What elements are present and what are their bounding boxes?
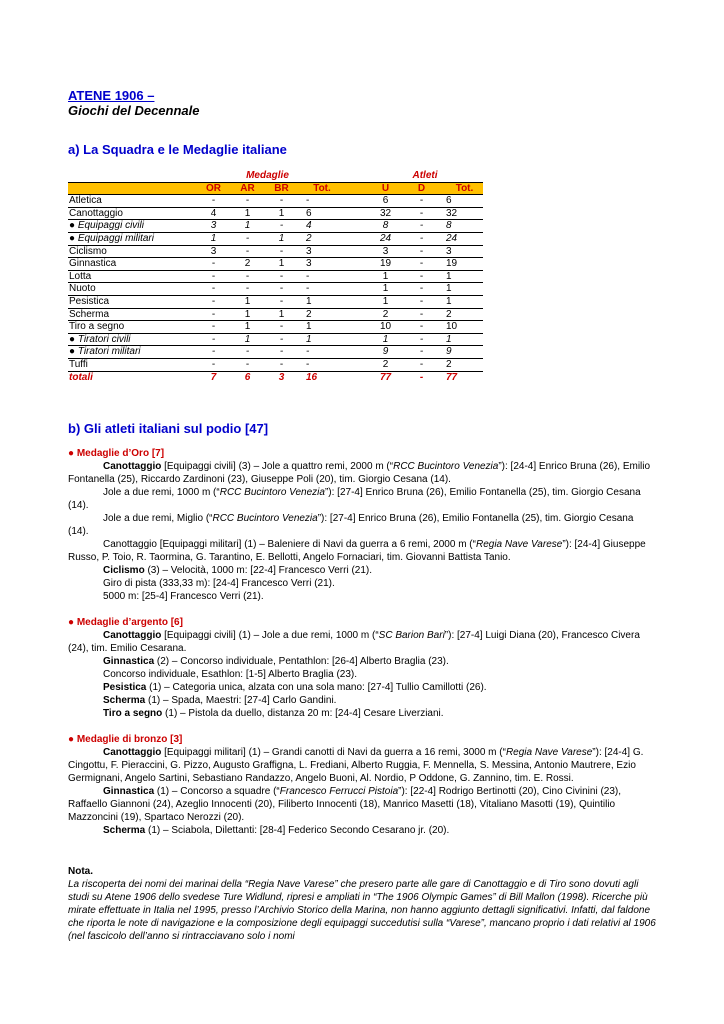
value-cell: -	[196, 283, 230, 296]
value-cell: -	[196, 358, 230, 371]
value-cell: -	[404, 283, 438, 296]
value-cell: 1	[196, 232, 230, 245]
table-row	[68, 358, 483, 371]
value-cell: -	[196, 308, 230, 321]
sport-cell: Scherma	[68, 308, 196, 321]
spacer-cell	[338, 308, 366, 321]
value-cell: -	[230, 232, 264, 245]
value-cell: 6	[298, 207, 338, 220]
table-row	[68, 321, 483, 334]
value-cell: 9	[366, 346, 404, 359]
value-cell: -	[404, 195, 438, 208]
value-cell: -	[298, 358, 338, 371]
sport-cell: Canottaggio	[68, 207, 196, 220]
value-cell: 6	[366, 195, 404, 208]
sport-cell: ● Equipaggi militari	[68, 232, 196, 245]
spacer-cell	[338, 258, 366, 271]
spacer-cell	[338, 207, 366, 220]
value-cell: 24	[438, 232, 483, 245]
value-cell: -	[404, 333, 438, 346]
bronze-entry: Ginnastica (1) – Concorso a squadre (“Francesco Ferrucci Pistoia”): [22-4] Rodrigo Bertinotti (20), Cino Civinini (23), Raffaello Giannoni (24), Azeglio Innocenti (20), Filiberto Innocenti (18), Manrico Masetti (18), Vitaliano Masotti (19), Quintilio Mazzoncini (19), Spartaco Nerozzi (20).	[68, 786, 622, 823]
silver-entry: Tiro a segno (1) – Pistola da duello, distanza 20 m: [24-4] Cesare Liverziani.	[103, 708, 444, 719]
bronze-entry: Canottaggio [Equipaggi militari] (1) – Grandi canotti di Navi da guerra a 16 remi, 3000 m (“Regia Nave Varese”): [24-4] G. Cingottu, F. Pieraccini, G. Pizzo, Augusto Graffigna, L. Frediani, Alberto Ruggia, F. Mennella, S. Messina, Antonio Mautrere, Ezio Germignani, Angelo Sartini, Sebastiano Randazzo, Angelo Buoni, Al. Nordio, P Oddone, G. Zannino, tim. E. Rossi.	[68, 747, 644, 784]
col-header: AR	[230, 182, 264, 195]
value-cell: 1	[438, 283, 483, 296]
value-cell: -	[230, 283, 264, 296]
value-cell: -	[264, 346, 298, 359]
value-cell: 3	[196, 245, 230, 258]
medals-table	[68, 170, 483, 383]
sport-cell: ● Equipaggi civili	[68, 220, 196, 233]
spacer-cell	[338, 346, 366, 359]
value-cell: -	[404, 220, 438, 233]
value-cell: 3	[438, 245, 483, 258]
sport-cell: Tuffi	[68, 358, 196, 371]
value-cell: -	[298, 195, 338, 208]
value-cell: -	[196, 270, 230, 283]
sport-cell: Ginnastica	[68, 258, 196, 271]
sport-cell: ● Tiratori civili	[68, 333, 196, 346]
spacer-cell	[338, 371, 366, 383]
value-cell: 1	[230, 333, 264, 346]
value-cell: 1	[230, 220, 264, 233]
value-cell: 2	[366, 358, 404, 371]
value-cell: -	[196, 295, 230, 308]
value-cell: 3	[366, 245, 404, 258]
value-cell: -	[230, 270, 264, 283]
spacer-cell	[338, 245, 366, 258]
silver-entry: Scherma (1) – Spada, Maestri: [27-4] Carlo Gandini.	[103, 695, 337, 706]
value-cell: 1	[264, 232, 298, 245]
value-cell: -	[404, 358, 438, 371]
value-cell: 10	[366, 321, 404, 334]
value-cell: 6	[438, 195, 483, 208]
value-cell: 32	[438, 207, 483, 220]
value-cell: 19	[366, 258, 404, 271]
table-row	[68, 195, 483, 208]
value-cell: 1	[366, 333, 404, 346]
value-cell: 2	[438, 358, 483, 371]
table-row	[68, 295, 483, 308]
value-cell: 2	[298, 308, 338, 321]
value-cell: -	[264, 270, 298, 283]
value-cell: 32	[366, 207, 404, 220]
value-cell: -	[298, 283, 338, 296]
value-cell: 7	[210, 371, 217, 383]
gold-entry: Canottaggio [Equipaggi civili] (3) – Jole a quattro remi, 2000 m (“RCC Bucintoro Venezia”): [24-4] Enrico Bruna (26), Emilio Fontanella (25), Riccardo Zardinoni (23), Giuseppe Poli (20), tim. Giorgio Cesana (14).	[68, 461, 651, 485]
table-row	[68, 346, 483, 359]
value-cell: -	[404, 207, 438, 220]
sport-cell: Ciclismo	[68, 245, 196, 258]
value-cell: 16	[306, 371, 318, 383]
value-cell: -	[264, 333, 298, 346]
col-header: OR	[196, 182, 230, 195]
value-cell: 1	[264, 308, 298, 321]
value-cell: -	[404, 346, 438, 359]
value-cell: -	[230, 358, 264, 371]
sport-cell: Pesistica	[68, 295, 196, 308]
value-cell: 1	[264, 207, 298, 220]
value-cell: 10	[438, 321, 483, 334]
sport-cell: Tiro a segno	[68, 321, 196, 334]
sport-cell: Nuoto	[68, 283, 196, 296]
sport-cell: ● Tiratori militari	[68, 346, 196, 359]
group-athletes-label: Atleti	[412, 170, 438, 181]
value-cell: 1	[366, 283, 404, 296]
table-row	[68, 258, 483, 271]
sport-cell: Atletica	[68, 195, 196, 208]
value-cell: -	[264, 321, 298, 334]
gold-entry: Jole a due remi, Miglio (“RCC Bucintoro Venezia”): [27-4] Enrico Bruna (26), Emilio Fontanella (25), tim. Giorgio Cesana (14).	[68, 513, 634, 537]
value-cell: -	[264, 195, 298, 208]
silver-entry: Concorso individuale, Esathlon: [1-5] Alberto Braglia (23).	[103, 669, 358, 680]
value-cell: 3	[298, 258, 338, 271]
podium-section	[68, 447, 656, 837]
table-row	[68, 283, 483, 296]
value-cell: -	[196, 258, 230, 271]
silver-entry: Ginnastica (2) – Concorso individuale, Pentathlon: [26-4] Alberto Braglia (23).	[103, 656, 449, 667]
spacer-cell	[338, 195, 366, 208]
gold-entry: 5000 m: [25-4] Francesco Verri (21).	[103, 591, 264, 602]
value-cell: -	[404, 295, 438, 308]
value-cell: 1	[230, 308, 264, 321]
value-cell: 1	[438, 333, 483, 346]
value-cell: 2	[438, 308, 483, 321]
value-cell: -	[264, 245, 298, 258]
spacer-cell	[338, 295, 366, 308]
gold-heading: ● Medaglie d’Oro [7]	[68, 448, 165, 459]
gold-entry: Jole a due remi, 1000 m (“RCC Bucintoro Venezia”): [27-4] Enrico Bruna (26), Emilio Fontanella (25), tim. Giorgio Cesana (14).	[68, 487, 641, 511]
table-group-row	[68, 170, 483, 182]
value-cell: -	[230, 195, 264, 208]
group-medals-label: Medaglie	[246, 170, 289, 181]
value-cell: 2	[298, 232, 338, 245]
value-cell: 3	[196, 220, 230, 233]
value-cell: -	[404, 245, 438, 258]
value-cell: -	[196, 321, 230, 334]
value-cell: 1	[298, 295, 338, 308]
value-cell: -	[404, 321, 438, 334]
value-cell: -	[298, 346, 338, 359]
value-cell: 1	[366, 270, 404, 283]
value-cell: 1	[438, 295, 483, 308]
value-cell: 4	[196, 207, 230, 220]
value-cell: -	[230, 346, 264, 359]
value-cell: -	[298, 270, 338, 283]
table-row	[68, 270, 483, 283]
value-cell: -	[196, 346, 230, 359]
section-a-heading: a) La Squadra e le Medaglie italiane	[68, 142, 287, 157]
value-cell: 1	[438, 270, 483, 283]
value-cell: 24	[366, 232, 404, 245]
gold-entry: Giro di pista (333,33 m): [24-4] Francesco Verri (21).	[103, 578, 335, 589]
value-cell: -	[196, 195, 230, 208]
col-header: D	[404, 182, 438, 195]
spacer-cell	[338, 358, 366, 371]
table-row	[68, 232, 483, 245]
page-subtitle: Giochi del Decennale	[68, 103, 200, 118]
value-cell: 77	[446, 371, 458, 383]
value-cell: 3	[278, 371, 285, 383]
value-cell: 8	[366, 220, 404, 233]
bronze-heading: ● Medaglie di bronzo [3]	[68, 734, 183, 745]
col-header: U	[366, 182, 404, 195]
bronze-entry: Scherma (1) – Sciabola, Dilettanti: [28-4] Federico Secondo Cesarano jr. (20).	[103, 825, 450, 836]
value-cell: 1	[298, 321, 338, 334]
totals-label: totali	[69, 371, 93, 383]
value-cell: 9	[438, 346, 483, 359]
table-row	[68, 308, 483, 321]
value-cell: 3	[298, 245, 338, 258]
spacer-cell	[338, 232, 366, 245]
spacer-cell	[338, 220, 366, 233]
totals-row	[68, 371, 483, 383]
value-cell: -	[264, 283, 298, 296]
spacer-cell	[338, 321, 366, 334]
value-cell: 1	[298, 333, 338, 346]
value-cell: 1	[230, 207, 264, 220]
silver-entry: Pesistica (1) – Categoria unica, alzata con una sola mano: [27-4] Tullio Camillotti (26).	[103, 682, 487, 693]
col-header: Tot.	[298, 182, 338, 195]
note-section	[68, 865, 656, 943]
value-cell: 4	[298, 220, 338, 233]
value-cell: -	[264, 220, 298, 233]
value-cell: -	[404, 232, 438, 245]
value-cell: 1	[366, 295, 404, 308]
page-title: ATENE 1906 –	[68, 88, 155, 103]
note-label: Nota.	[68, 866, 93, 877]
spacer-cell	[338, 270, 366, 283]
value-cell: -	[404, 258, 438, 271]
sport-cell: Lotta	[68, 270, 196, 283]
value-cell: -	[404, 308, 438, 321]
value-cell: 19	[438, 258, 483, 271]
col-header: BR	[264, 182, 298, 195]
value-cell: 1	[264, 258, 298, 271]
value-cell: 8	[438, 220, 483, 233]
gold-entry: Canottaggio [Equipaggi militari] (1) – Baleniere di Navi da guerra a 6 remi, 2000 m (“Regia Nave Varese”): [24-4] Giuseppe Russo, P. Toio, R. Taormina, G. Tarantino, E. Bellotti, Angelo Fornaciari, tim. Giovanni Battista Tanio.	[68, 539, 646, 563]
value-cell: 77	[379, 371, 392, 383]
value-cell: -	[264, 295, 298, 308]
value-cell: 6	[244, 371, 251, 383]
value-cell: -	[419, 371, 424, 383]
spacer-cell	[338, 283, 366, 296]
table-row	[68, 207, 483, 220]
table-row	[68, 333, 483, 346]
col-header: Tot.	[438, 182, 483, 195]
value-cell: -	[196, 333, 230, 346]
value-cell: 2	[230, 258, 264, 271]
value-cell: 1	[230, 295, 264, 308]
table-row	[68, 245, 483, 258]
value-cell: -	[404, 270, 438, 283]
section-b-heading: b) Gli atleti italiani sul podio [47]	[68, 421, 269, 436]
gold-entry: Ciclismo (3) – Velocità, 1000 m: [22-4] Francesco Verri (21).	[103, 565, 373, 576]
silver-entry: Canottaggio [Equipaggi civili] (1) – Jole a due remi, 1000 m (“SC Barion Bari”): [27-4] Luigi Diana (20), Francesco Civera (24), tim. Emilio Cesarana.	[68, 630, 640, 654]
table-row	[68, 220, 483, 233]
value-cell: 1	[230, 321, 264, 334]
value-cell: 2	[366, 308, 404, 321]
note-text: La riscoperta dei nomi dei marinai della “Regia Nave Varese” che presero parte alle gare di Canottaggio e di Tiro sono dovuti agli studi su Atene 1906 dello svedese Ture Widlund, ripresi e ampliati in “The 1906 Olympic Games” di Bill Mallon (1998). Ricerche più mirate effettuate in Italia nel 1995, presso l’Archivio Storico della Marina, non hanno aggiunto dettagli significativi. Infatti, dal faldone che riporta le note di navigazione e la composizione degli equipaggi succedutisi sulla “Varese”, mancano proprio i dati relativi al 1906 (nel fascicolo dell’anno si rintracciavano solo i nomi	[68, 879, 656, 942]
spacer-cell	[338, 333, 366, 346]
table-header-row	[68, 182, 483, 195]
value-cell: -	[230, 245, 264, 258]
value-cell: -	[264, 358, 298, 371]
silver-heading: ● Medaglie d’argento [6]	[68, 617, 183, 628]
